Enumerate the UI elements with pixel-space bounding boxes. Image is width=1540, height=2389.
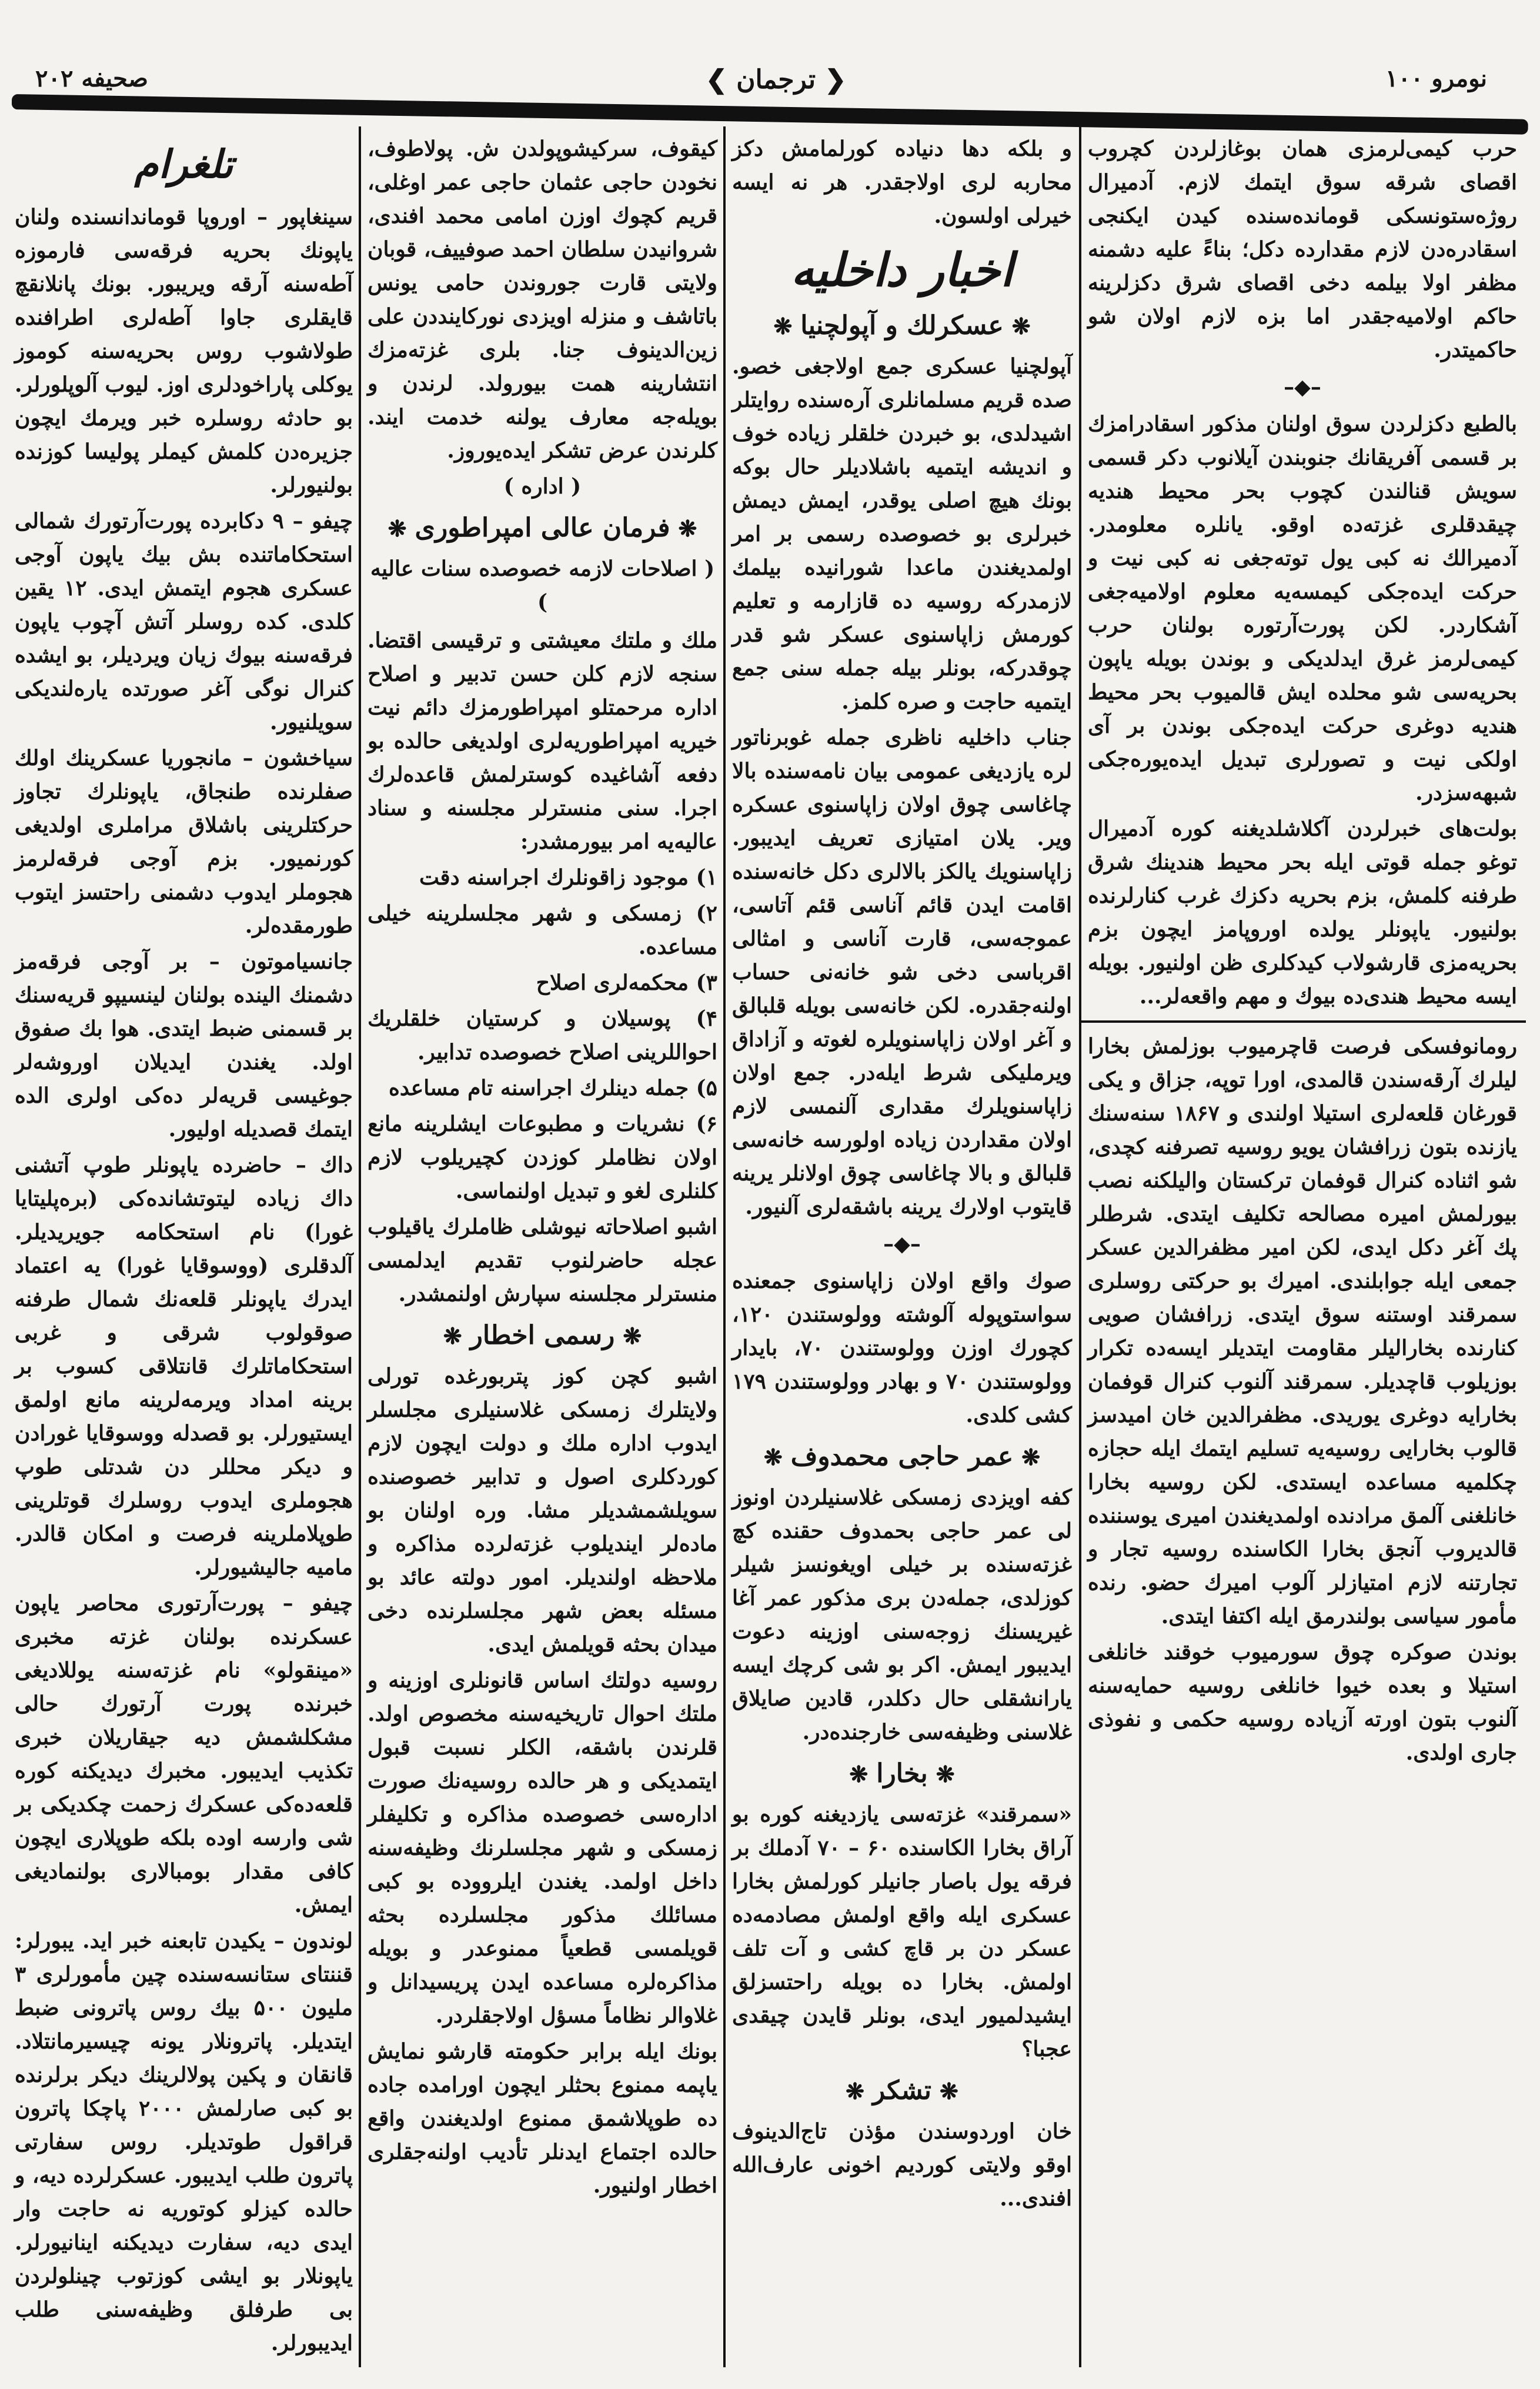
ornament-icon: ❋	[1011, 313, 1031, 339]
article-paragraph: داك – حاضرده یاپونلر طوپ آتشنی داك زیاده لیتوتشانده‌کی (بره‌پلیتایا غورا) نام استحکامه جویریدیلر. آلدقلری (ووسوقایا غورا) یه اعتماد ایدرك یاپونلر قلعه‌نك شمال طرفنه صوقولوب شرقی و غربی استحکاماتلرك قانتلاقی کسوب بر برینه امداد ویرمه‌لرینه مانع اولمق ایستیورلر. بو قصدله ووسوقایا غورادن و دیکر محللر دن شدتلی طوپ هجوملری ایدوب روسلرك قوتلرینی طوپلاملرینه فرصت و امکان قالدر. مامیه جالیشیورلر.	[15, 1153, 353, 1580]
article-paragraph: جناب داخلیه ناظری جمله غوبرناتور لره یازدیغی عمومی بیان نامه‌سنده بالا چاغاسی چوق اولان زاپاسنوی عسکره ویر. یلان امتیازی تعریف ایدیبور. زاپاسنویك یالکز بالالری دکل خانه‌سنده اقامت ایدن قائم آناسی قئم آتاسی، عموجه‌سی، قارت آناسی و امثالی اقرباسی دخی شو خانه‌نی حساب اولنه‌جقدره. لکن خانه‌سی بویله قلبالق و آغر اولان زاپاسنویلره لغوته و آزاداق ویرملیکی شرط ایلەدر. جمع اولان زاپاسنویلرك مقداری آلنمسی لازم اولان مقداردن زیاده اولورسه خانه‌سی قلبالق و بالا چاغاسی چوق اولانلر یرینه قایتوب اولارك یرینه باشقه‌لری آلنیور.	[732, 725, 1072, 1219]
list-item: ۶) نشریات و مطبوعات ایشلرینه مانع اولان نظاملر کوزدن کچیریلوب لازم کلنلری لغو و تبدیل اولنماسی.	[368, 1112, 717, 1203]
article-heading: ❋فرمان عالی امپراطوری❋	[387, 513, 697, 543]
article-paragraph: بوندن صوکره چوق سورمیوب خوقند خانلغی استیلا و بعده خیوا خانلغی روسیه حمایه‌سنه آلنوب بتون اورته آزیاده روسیه حکمی و نفوذی جاری اولدی.	[1088, 1640, 1517, 1765]
column-1	[1088, 132, 1517, 1772]
article-paragraph: رومانوفسکی فرصت قاچرمیوب بوزلمش بخارا لیلرك آرقه‌سندن قالمدی، اورا توپه، جزاق و یکی قورغان قلعه‌لری استیلا اولندی و ۱۸۶۷ سنه‌سنك یازنده بتون زرافشان یویو روسیه تصرفنه کچدی، شو اثناده کنرال قوفمان ترکستان والیلکنه نصب بیورلمش امیره مصالحه تکلیف ایتدی. شرطلر پك آغر دکل ایدی، لکن امیر مظفرالدین عسکر جمعی ایله جوابلندی. امیرك بو حرکتی روسلری سمرقند اوستنه سوق ایتدی. زرافشان صویی کنارنده بخارالیلر مقاومت ایتدیلر ایسه‌ده تکرار بوزیلوب قاچدیلر. سمرقند آلنوب کنرال قوفمان بخارایه دوغری یوریدی. مظفرالدین خان امیدسز قالوب بخارایی روسیه‌یه تسلیم ایتمك ایله حجازه چکلمیه مساعده ایستدی. لکن روسیه بخارا خانلغنی آلمق مرادنده اولمدیغندن امیری یوسننده قالدیروب آنجق بخارا الکاسنده روسیه تجار و تجارتنه لازم امتیازلر آلوب امیرك حضو. رنده مأمور سیاسی بولندرمق ایله اکتفا ایتدی.	[1088, 1034, 1517, 1629]
ornament-icon: ❋	[763, 1444, 783, 1470]
signature: ( اداره )	[503, 474, 582, 499]
ornament-icon: ❋	[846, 2078, 864, 2104]
article-paragraph: آپولچنیا عسکری جمع اولاجغی خصو. صده قریم مسلمانلری آره‌سنده روایتلر اشیدلدی، بو خبردن خلقلر زیاده خوف و اندیشه ایتمیه باشلادیلر حال بوکه بونك هیچ اصلی یوقدر، ایمش دیمش خبرلری بو خصوصده رسمی بر امر اولمدیغندن ماعدا شورانیده بیلمك لازمدرکه روسیه ده قازارمه و تعلیم کورمش زاپاسنوی عسکر شو قدر چوقدرکه، بونلر بیله جمله سنی جمع ایتمیه حاجت و صره کلمز.	[732, 354, 1072, 714]
article-paragraph: روسیه دولتك اساس قانونلری اوزینه و ملتك احوال تاریخیه‌سنه مخصوص اولد. قلرندن باشقه، الکلر نسبت قبول ایتمدیکی و هر حالده روسیه‌نك صورت اداره‌سی خصوصده مذاکره و تکلیفلر زمسکی و شهر مجلسلرنك وظیفه‌سنه داخل اولمد. یغندن ایلرووده بو کبی مسائلك مذکور مجلسلرده بحثه قویلمسی قطعیاً ممنوعدر و بویله مذاکره‌لره مساعده ایدن پریسیدانل و غلاوالر نظاماً مسؤل اولاجقلردر.	[368, 1668, 717, 2028]
article-paragraph: و بلکه دها دنیاده کورلمامش دکز محاربه لری اولاجقدر. هر نه ایسه خیرلی اولسون.	[732, 136, 1072, 228]
article-paragraph: چیفو – پورت‌آرتوری محاصر یاپون عسکرنده بولنان غزته مخبری «مینقولو» نام غزته‌سنه یوللادیغی خبرنده پورت آرتورك حالی مشکلشمش دیه جیقاریلان خبری تکذیب ایدیبور. مخبرك دیدیکنه کوره قلعه‌ده‌کی عسکرك زحمت چکدیکی بر شی وارسه اوده بلکه طوپلاری ایچون کافی مقدار بومبالاری بولنمادیغی ایمش.	[15, 1591, 353, 1917]
list-item: ۳) محکمه‌لری اصلاح	[536, 970, 717, 995]
separator-ornament: –◆–	[883, 1232, 921, 1256]
article-heading: ❋عسکرلك و آپولچنیا❋	[773, 311, 1031, 341]
header-rule	[12, 94, 1528, 135]
article-heading: ❋بخارا❋	[849, 1759, 955, 1789]
article-paragraph: سیاخشون – مانجوریا عسکرینك اولك صفلرنده طنجاق، یاپونلرك تجاوز حرکتلرینی باشلاق مراملری اولدیغی کورنمیور. بزم آوجی فرقه‌لرمز هجوملر ایدوب دشمنی راحتسز ایتوب طورمقدەلر.	[15, 746, 353, 938]
list-item: ۵) جمله دینلرك اجراسنه تام مساعده	[388, 1076, 717, 1100]
column-3	[368, 132, 717, 2205]
column-divider	[1079, 126, 1081, 2367]
ornament-icon: ❋	[387, 515, 407, 542]
page-number: صحیفه ۲۰۲	[35, 65, 148, 92]
ornament-icon: ❋	[849, 1761, 868, 1787]
section-title-telegram: تلغرام	[134, 141, 233, 187]
article-heading: ❋عمر حاجی محمدوف❋	[763, 1442, 1041, 1472]
article-paragraph: حرب کیمی‌لرمزی همان بوغازلردن کچروب اقصای شرقه سوق ایتمك لازم. آدمیرال روژەستونسکی قوماندەسندە کیدن ایکنجی اسقادرەدن لازم مقدارده دکل؛ بناءً علیه دشمنه مظفر اولا بیلمه دخی اقصای شرق دکزلرینه حاکم اولامیه‌جقدر اما بزه لازم اولان شو حاکمیتدر.	[1088, 136, 1517, 362]
article-heading: ❋تشکر❋	[846, 2076, 958, 2106]
ornament-icon: ❋	[1021, 1444, 1041, 1470]
ornament-icon: ❋	[940, 2078, 958, 2104]
ornament-icon: ❋	[623, 1323, 642, 1349]
article-paragraph: اشبو اصلاحاته نیوشلی ظاملرك یاقیلوب عجله حاضرلنوب تقدیم ایدلمسی منسترلر مجلسنه سپارش اولنمشدر.	[368, 1214, 717, 1306]
article-paragraph: صوك واقع اولان زاپاسنوی جمعنده سواستوپوله آلوشته وولوستندن ۱۲۰، کچورك اوزن وولوستندن ۷۰، بایدار وولوستندن ۷۰ و بهادر وولوستندن ۱۷۹ کشی کلدی.	[732, 1269, 1073, 1427]
column-2	[732, 132, 1072, 2218]
article-paragraph: «سمرقند» غزته‌سی یازدیغنه کوره بو آراق بخارا الکاسنده ۶۰ – ۷۰ آدملك بر فرقه یول باصار جانیلر کورلمش بخارا عسکری ایله واقع اولمش مصادمه‌ده عسکر دن بر قاچ کشی و آت تلف اولمش. بخارا ده بویله راحتسزلق ایشیدلمیور ایدی، بونلر قایدن چیقدی عجبا؟	[732, 1802, 1072, 2061]
article-paragraph: بالطبع دکزلردن سوق اولنان مذکور اسقادرامزك بر قسمی آفریقانك جنوبندن آیلانوب دکر قسمی سویش قنالندن کچوب بحر محیط هندیه چیقدقلری غزته‌ده اوقو. یانلره معلومدر. آدمیرالك نه کبی یول توتەجغی نه کبی نیت و حرکت ایدەجکی کیمسه‌یه معلوم اولامیه‌جغی آشکاردر. لکن پورت‌آرتوره بولنان حرب کیمی‌لرمز غرق ایدلدیکی و بوندن بویله یاپون بحریه‌سی شو محلده ایش قالمیوب بحر محیط هندیه دوغری حرکت ایده‌جکی بوندن بر آی اولکی نیت و تصورلری تبدیل ایده‌یوره‌جکی شبهه‌سزدر.	[1088, 412, 1517, 805]
article-paragraph: لوندون – یکیدن تابعنه خبر اید. یبورلر: قننتای ستانسه‌سنده چین مأمورلری ۳ ملیون ۵۰۰ بیك روس پاترونی ضبط ایتدیلر. پاترونلار یونه چیسیرمانتلاد. قانقان و پکین پولالرینك دیکر برلرنده بو کبی صارلمش ۲۰۰۰ پاچکا پاترون قراقول طوتدیلر. روس سفارتی پاترون طلب ایدیبور. عسکرلرده دیه، و حالده کیزلو کوتوریه نه حاجت وار ایدی دیه، سفارت دیدیکنه اینانیورلر. یاپونلار بو ایشی کوزتوب چینلولردن بی طرفلق وظیفه‌سنی طلب ایدیبورلر.	[14, 1928, 353, 2355]
column-divider	[359, 126, 361, 2367]
masthead-title: ❮ ترجمان ❯	[706, 65, 847, 95]
ornament-icon: ❋	[773, 313, 793, 339]
column-divider	[723, 126, 726, 2367]
article-paragraph: چیفو – ۹ دکابرده پورت‌آرتورك شمالی استحکاماتنده بش بیك یاپون آوجی عسکری هجوم ایتمش ایدی. ۱۲ یقین کلدی. کده روسلر آتش آچوب یاپون فرقه‌سنه بیوك زیان ویردیلر، بو ایشده کنرال نوگی آغر صورتده یارەلندیکی سویلنیور.	[15, 509, 353, 735]
ornament-icon: ❋	[443, 1323, 462, 1349]
article-paragraph: کفه اویزدی زمسکی غلاسنیلردن اونوز لی عمر حاجی بحمدوف حقنده کچ غزته‌سنده بر خیلی اویغونسز شیلر کوزلدی، جمله‌دن بری مذکور عمر آغا غیریسنك زوجه‌سنی اوزینه دعوت ایدیبور ایمش. اکر بو شی کرچك ایسه یارانشقلی حال دکلدر، قادین صایلاق غلاسنی وظیفه‌سی خارجنده‌در.	[732, 1485, 1072, 1744]
article-subheading: ( اصلاحات لازمه خصوصده سنات عالیه )	[370, 556, 715, 615]
issue-number: نومرو ۱۰۰	[1385, 65, 1487, 92]
article-paragraph: کیقوف، سرکیشوپولدن ش. پولاطوف، نخودن حاجی عثمان حاجی عمر اوغلی، قریم کچوك اوزن امامی محمد افندی، شروانیدن سلطان احمد صوفییف، قوبان ولایتی قارت جوروندن حامی یونس باتاشف و منزله اویزدی نورکاینددن علی زین‌الدینوف جنا. بلری غزته‌مزك انتشارینه همت بیورولد. لرندن و بویله‌جه معارف یولنه خدمت ایند. کلرندن عرض تشکر ایدەیوروز.	[368, 136, 717, 463]
ornament-icon: ❋	[678, 515, 697, 542]
list-item: ۴) پوسیلان و کرستیان خلقلریك احواللرینی اصلاح خصوصده تدابیر.	[368, 1006, 717, 1065]
separator-ornament: –◆–	[1284, 375, 1321, 399]
list-item: ۲) زمسکی و شهر مجلسلرینه خیلی مساعده.	[368, 901, 717, 959]
article-paragraph: بونك ایله برابر حکومته قارشو نمایش یاپمه ممنوع بحثلر ایچون اورامده جاده ده طوپلاشمق ممنوع اولدیغندن واقع حالده اجتماع ایدنلر تأدیب اولنه‌جقلری اخطار اولنیور.	[368, 2039, 717, 2198]
article-paragraph: سینغاپور – اوروپا قوماندانسنده ولنان یاپونك بحریه فرقه‌سی فارموزه آطه‌سنه آرقه ویریبور. بونك پانلانقچ قایقلری جاوا آطه‌لری اطرافنده طولاشوب روس بحریه‌سنه کوموز یوکلی پاراخودلری اوز. لیوب آلوپلورلر. بو حادثه روسلره خبر ویرمك ایچون جزیره‌دن کلمش کیملر پولیسا کوزنده بولنیورلر.	[15, 205, 353, 498]
article-paragraph: ملك و ملتك معیشتی و ترقیسی اقتضا. سنجه لازم کلن حسن تدبیر و اصلاح اداره مرحمتلو امپراطورمزك دائم نیت خیریه امپراطوریه‌لری اولدیغی حالده بو دفعه آشاغیده کوسترلمش قاعده‌لرك اجرا. سنی منسترلر مجلسنه و سناد عالیه‌یه امر بیورمشدر:	[368, 628, 717, 854]
article-paragraph: اشبو کچن کوز پتربورغده تورلی ولایتلرك زمسکی غلاسنیلری مجلسلر ایدوب اداره ملك و دولت ایچون لازم کوردکلری اصول و تدابیر خصوصنده سویلشمشدیلر مشا. وره اولنان بو مادەلر ایندیلوب غزته‌لرده مذاکره و ملاحظه اولندیلر. امور دولته عائد بو مسئله بعض شهر مجلسلرنده دخی میدان بحثه قویلمش ایدی.	[368, 1364, 717, 1657]
column-4	[15, 132, 353, 2363]
list-item: ۱) موجود زاقونلرك اجراسنه دقت	[419, 865, 717, 890]
article-heading: ❋رسمی اخطار❋	[443, 1320, 642, 1350]
section-rule	[1079, 1020, 1526, 1023]
newspaper-title: ترجمان	[736, 65, 816, 95]
article-paragraph: جانسیاموتون – بر آوجی فرقه‌مز دشمنك الینده بولنان لینسیپو قریه‌سنك بر قسمنی ضبط ایتدی. هوا بك صفوق اولد. یغندن ایدیلان اوروشه‌لر جوغیسی قریه‌لر ده‌کی اولری الده ایتمك قصدیله اولیور.	[15, 949, 353, 1142]
article-paragraph: بولت‌های خبرلردن آکلاشلدیغنه کوره آدمیرال توغو جمله قوتی ایله بحر محیط هندینك شرق طرفنه کلمش، بزم بحریه دکزك غرب کنارلرنده بولنیور. یاپونلر یولده اوروپامز ایچون بزم بحریه‌مزی قارشولاب کیدکلری ظن اولنیور. بویله ایسه محیط هندی‌ده بیوك و مهم واقعه‌لر...	[1088, 816, 1518, 1009]
section-title-domestic-news: اخبار داخلیه	[791, 243, 1013, 297]
ornament-icon: ❋	[936, 1761, 955, 1787]
article-paragraph: خان اوردوسندن مؤذن تاج‌الدینوف اوقو ولایتی کوردیم اخونی عارف‌الله افندی...	[732, 2119, 1072, 2211]
